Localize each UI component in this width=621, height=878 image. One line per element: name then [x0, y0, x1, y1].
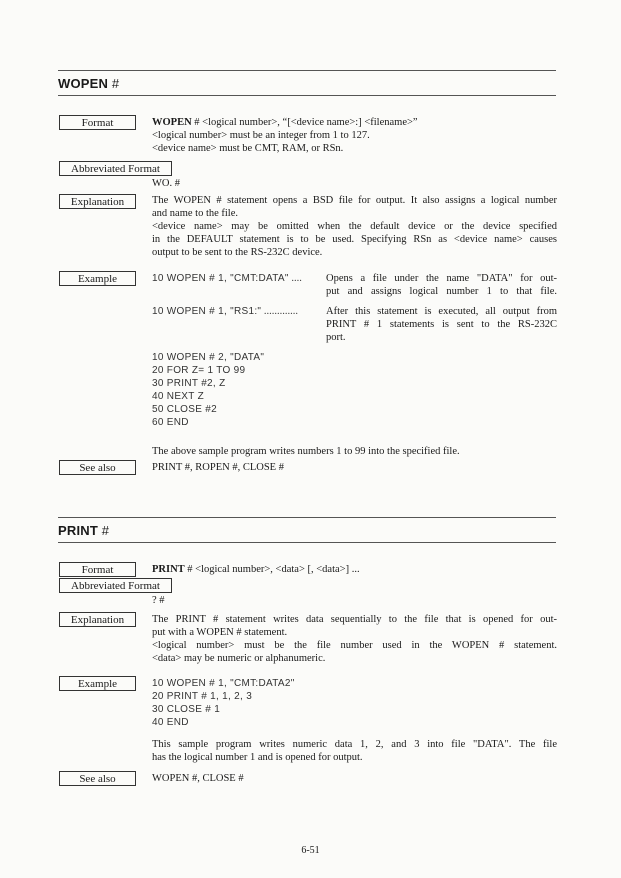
code-line: 20 FOR Z= 1 TO 99: [152, 365, 246, 376]
text-line: output to be sent to the RS-232C device.: [152, 247, 323, 258]
wopen-format-note-2: <device name> must be CMT, RAM, or RSn.: [152, 143, 344, 154]
code-line: 60 END: [152, 417, 189, 428]
section-rule-wopen: [58, 95, 556, 96]
label-see-also: See also: [59, 771, 136, 786]
wopen-program-note: The above sample program writes numbers 1 to 99 into the specified file.: [152, 446, 460, 457]
wopen-see-also: PRINT #, ROPEN #, CLOSE #: [152, 462, 284, 473]
label-explanation: Explanation: [59, 194, 136, 209]
top-rule: [58, 70, 556, 71]
print-see-also: WOPEN #, CLOSE #: [152, 773, 244, 784]
wopen-explanation: [152, 194, 557, 259]
print-explanation: [152, 613, 557, 665]
label-example: Example: [59, 271, 136, 286]
label-abbreviated-format: Abbreviated Format: [59, 578, 172, 593]
code-line: 10 WOPEN # 2, "DATA": [152, 352, 265, 363]
label-format: Format: [59, 115, 136, 130]
text-line: <data> may be numeric or alphanumeric.: [152, 653, 326, 664]
code-line: 40 END: [152, 717, 189, 728]
text-line: <device name> may be omitted when the default device or the device specified: [152, 221, 557, 232]
example2-description: [326, 305, 557, 344]
text-line: in the DEFAULT statement is to be used. Specifying RSn as <device name> causes: [152, 234, 557, 245]
print-abbreviated: ? #: [152, 595, 165, 606]
label-format: Format: [59, 562, 136, 577]
example1-code: 10 WOPEN # 1, "CMT:DATA" ....: [152, 273, 302, 284]
label-see-also: See also: [59, 460, 136, 475]
section-rule-top-print: [58, 517, 556, 518]
wopen-sample-program: [152, 351, 264, 429]
wopen-format-note-1: <logical number> must be an integer from 1 to 127.: [152, 130, 370, 141]
text-line: port.: [326, 332, 346, 343]
text-line: and name to the file.: [152, 208, 239, 219]
wopen-abbreviated: WO. #: [152, 178, 180, 189]
print-sample-program: [152, 677, 295, 729]
code-line: 20 PRINT # 1, 1, 2, 3: [152, 691, 253, 702]
text-line: This sample program writes numeric data 1, 2, and 3 into file "DATA". The file: [152, 739, 557, 750]
page-number: 6-51: [301, 845, 320, 856]
code-line: 40 NEXT Z: [152, 391, 204, 402]
code-line: 30 PRINT #2, Z: [152, 378, 226, 389]
label-example: Example: [59, 676, 136, 691]
text-line: The PRINT # statement writes data sequentially to the file that is opened for out-: [152, 614, 557, 625]
section-title-print: PRINT #: [58, 523, 110, 538]
section-title-wopen: WOPEN #: [58, 76, 120, 91]
print-format-line: PRINT # <logical number>, <data> [, <data>] ...: [152, 564, 360, 575]
text-line: put with a WOPEN # statement.: [152, 627, 288, 638]
text-line: After this statement is executed, all output from: [326, 306, 557, 317]
code-line: 10 WOPEN # 1, "CMT:DATA2": [152, 678, 295, 689]
text-line: <logical number> must be the file number used in the WOPEN # statement.: [152, 640, 557, 651]
print-program-note: [152, 738, 557, 764]
text-line: Opens a file under the name "DATA" for out-: [326, 273, 557, 284]
example1-description: [326, 272, 557, 298]
text-line: PRINT # 1 statements is sent to the RS-232C: [326, 319, 557, 330]
text-line: The WOPEN # statement opens a BSD file for output. It also assigns a logical number: [152, 195, 557, 206]
wopen-format-line: WOPEN # <logical number>, “[<device name>:] <filename>”: [152, 117, 418, 128]
example2-code: 10 WOPEN # 1, "RS1:" .............: [152, 306, 298, 317]
text-line: has the logical number 1 and is opened for output.: [152, 752, 363, 763]
text-line: put and assigns logical number 1 to that file.: [326, 286, 557, 297]
code-line: 50 CLOSE #2: [152, 404, 218, 415]
code-line: 30 CLOSE # 1: [152, 704, 221, 715]
section-rule-print: [58, 542, 556, 543]
label-abbreviated-format: Abbreviated Format: [59, 161, 172, 176]
label-explanation: Explanation: [59, 612, 136, 627]
